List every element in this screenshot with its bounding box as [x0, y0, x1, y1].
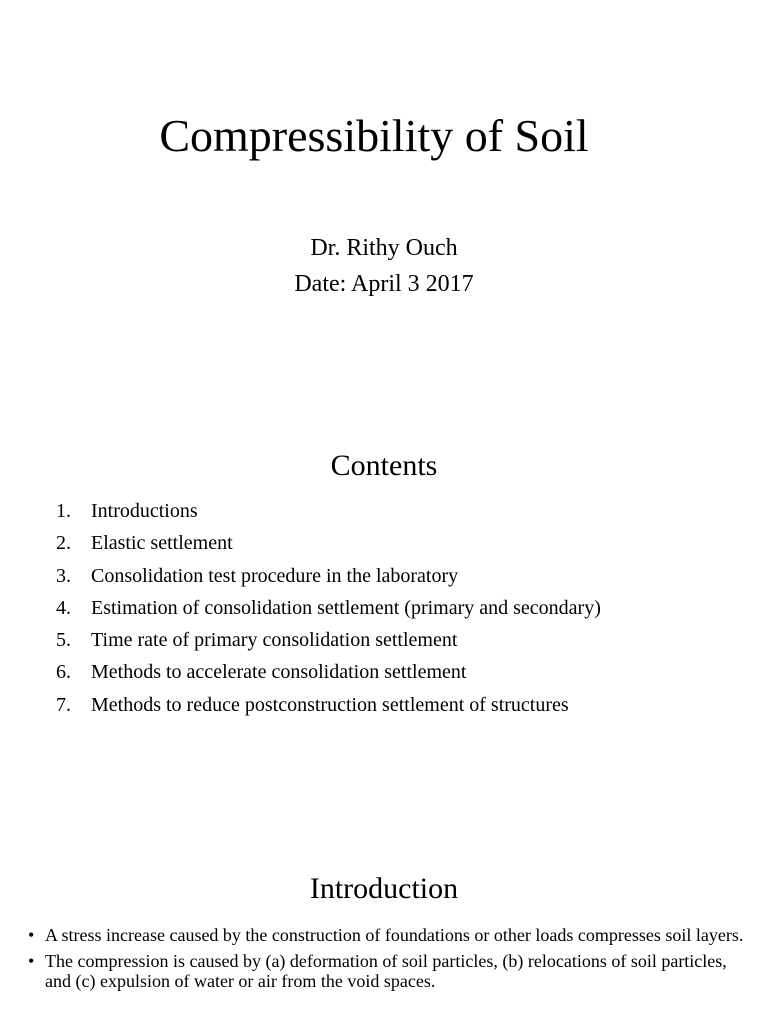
list-item-number: 5.	[56, 629, 71, 652]
list-item-number: 1.	[56, 500, 71, 522]
list-item-text: Methods to accelerate consolidation settlement	[91, 661, 467, 684]
list-item-text: Time rate of primary consolidation settlement	[91, 629, 458, 652]
list-item-text: Elastic settlement	[91, 532, 233, 555]
list-item-number: 4.	[56, 596, 71, 619]
list-item	[56, 592, 601, 624]
list-item-text: Estimation of consolidation settlement (primary and secondary)	[91, 596, 601, 619]
document-date: Date: April 3 2017	[294, 271, 474, 297]
contents-list	[56, 495, 601, 721]
introduction-heading: Introduction	[309, 872, 459, 905]
list-item-text: Introductions	[91, 500, 198, 522]
list-item-number: 7.	[56, 693, 71, 716]
contents-heading: Contents	[330, 449, 438, 482]
list-item	[56, 560, 601, 592]
bullet-icon: •	[28, 951, 35, 971]
document-title: Compressibility of Soil	[159, 110, 589, 161]
list-item	[56, 689, 601, 721]
bullet-text: The compression is caused by (a) deformation of soil particles, (b) relocations of soil particles, and (c) expulsion of water or air from the void spaces.	[45, 951, 727, 991]
list-item-text: Consolidation test procedure in the laboratory	[91, 564, 459, 587]
list-item	[28, 951, 748, 991]
bullet-text: A stress increase caused by the construction of foundations or other loads compresses soil layers.	[45, 925, 744, 945]
bullet-icon: •	[28, 925, 35, 945]
list-item	[56, 624, 601, 656]
list-item-number: 6.	[56, 661, 71, 684]
list-item-text: Methods to reduce postconstruction settlement of structures	[91, 693, 569, 716]
list-item	[56, 527, 601, 559]
list-item	[56, 656, 601, 688]
list-item	[28, 925, 748, 945]
list-item-number: 3.	[56, 564, 71, 587]
list-item-number: 2.	[56, 532, 71, 555]
introduction-bullets	[28, 925, 748, 997]
author-name: Dr. Rithy Ouch	[310, 235, 458, 261]
list-item	[56, 495, 601, 527]
